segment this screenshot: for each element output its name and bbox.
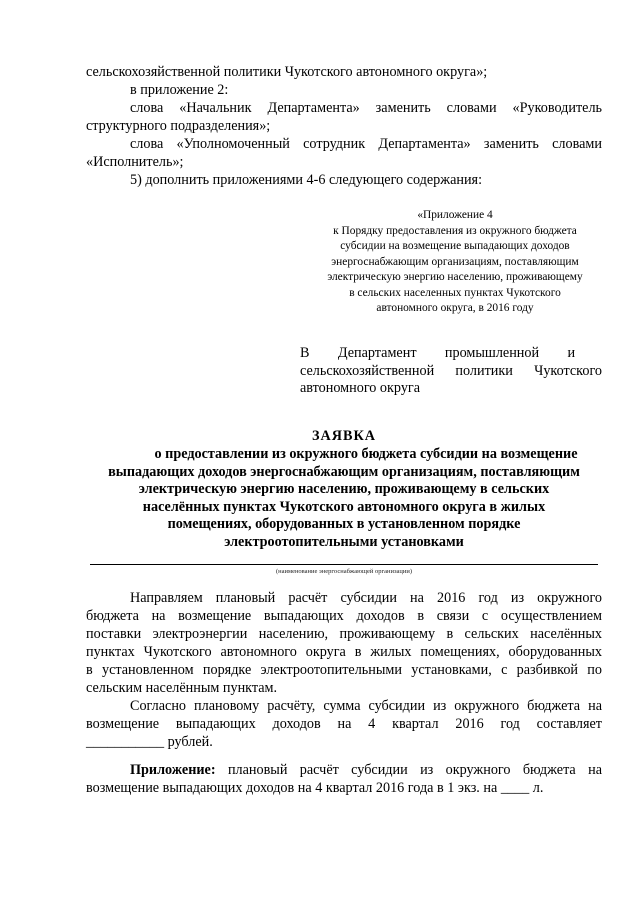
text-line: Направляем плановый расчёт субсидии на 2016 год из окружного [130,590,602,606]
text-line: Согласно плановому расчёту, сумма субсидии из окружного бюджета на [130,698,602,714]
text-line: возмещение выпадающих доходов на 4 квартал 2016 год составляет [86,716,602,732]
text-line: сельскохозяйственной политики Чукотского автономного округа»; [86,64,488,80]
text-line: слова «Уполномоченный сотрудник Департамента» заменить словами [130,136,602,152]
subtitle-line: электрическую энергию населению, проживающему в сельских [138,481,550,497]
address-line: В Департамент промышленной и [300,345,576,361]
appendix-line: электрическую энергию населению, проживающему [327,271,583,283]
text-line: ___________ рублей. [86,734,213,750]
text-line: в установленном порядке электроотопительными установками, с разбивкой по [86,662,602,678]
appendix-line: к Порядку предоставления из окружного бюджета [333,224,577,237]
text-line: возмещение выпадающих доходов на 4 квартал 2016 года в 1 экз. на ____ л. [86,780,544,796]
text-line: 5) дополнить приложениями 4-6 следующего содержания: [130,172,483,188]
text-line: поставки электроэнергии населению, проживающему в сельских населённых [86,626,602,642]
address-line: сельскохозяйственной политики Чукотского [300,362,602,379]
application-subtitle [86,446,602,551]
appendix-line: «Приложение 4 [417,209,493,221]
appendix-line: в сельских населенных пунктах Чукотского [349,286,561,299]
text-line [130,762,602,779]
text-line: структурного подразделения»; [86,118,271,134]
appendix-header [300,208,610,317]
application-title: ЗАЯВКА [312,428,376,444]
address-block [300,345,602,398]
subtitle-line: электроотопительными установками [224,533,464,550]
text-line: бюджета на возмещение выпадающих доходов в связи с осуществлением [86,608,602,624]
appendix-line: автономного округа, в 2016 году [376,302,534,314]
text-line: «Исполнитель»; [86,154,184,170]
address-line: автономного округа [300,380,421,396]
appendix-label: Приложение: [130,762,216,778]
appendix-line: субсидии на возмещение выпадающих доходов [340,240,570,252]
text-line: слова «Начальник Департамента» заменить словами «Руководитель [130,100,602,116]
text-line: пунктах Чукотского автономного округа в жилых помещениях, оборудованных [86,644,602,660]
subtitle-line: выпадающих доходов энергоснабжающим организациям, поставляющим [108,463,580,480]
text-line: сельским населённым пунктам. [86,680,278,696]
appendix-text: плановый расчёт субсидии из окружного бюджета на [215,762,602,778]
appendix-line: энергоснабжающим организациям, поставляющим [331,255,579,268]
organization-name-caption: (наименование энергоснабжающей организации) [275,568,413,575]
text-line: в приложение 2: [130,82,229,98]
subtitle-line: о предоставлении из окружного бюджета субсидии на возмещение [154,446,578,462]
subtitle-line: населённых пунктах Чукотского автономного округа в жилых [142,498,546,515]
organization-name-line [90,564,598,565]
subtitle-line: помещениях, оборудованных в установленном порядке [167,516,521,532]
